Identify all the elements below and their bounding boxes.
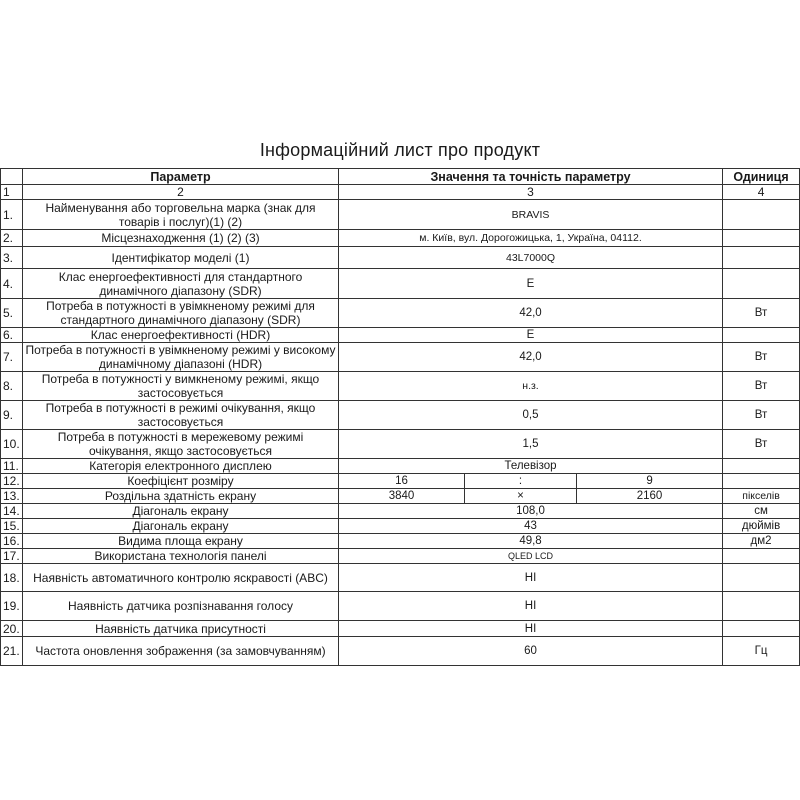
row-unit: Гц: [723, 637, 800, 666]
row-number: 16.: [1, 534, 23, 549]
row-value: 49,8: [339, 534, 723, 549]
index-cell: 2: [23, 185, 339, 200]
row-number: 7.: [1, 343, 23, 372]
row-parameter: Наявність датчика присутності: [23, 621, 339, 637]
row-parameter: Коефіцієнт розміру: [23, 474, 339, 489]
table-row: [1, 200, 800, 230]
document-title: Інформаційний лист про продукт: [259, 140, 541, 160]
product-info-table: [0, 168, 800, 666]
row-parameter: Видима площа екрану: [23, 534, 339, 549]
row-value-separator: ×: [465, 489, 577, 504]
row-number: 21.: [1, 637, 23, 666]
row-value: НІ: [339, 592, 723, 621]
row-parameter: Місцезнаходження (1) (2) (3): [23, 230, 339, 247]
row-number: 12.: [1, 474, 23, 489]
row-unit: [723, 592, 800, 621]
table-row: [1, 519, 800, 534]
row-value-b: 9: [577, 474, 723, 489]
row-unit: Вт: [723, 343, 800, 372]
row-unit: [723, 549, 800, 564]
row-parameter: Діагональ екрану: [23, 504, 339, 519]
table-row: [1, 343, 800, 372]
row-unit: [723, 269, 800, 299]
row-value: BRAVIS: [339, 200, 723, 230]
row-value: м. Київ, вул. Дорогожицька, 1, Україна, 04112.: [339, 230, 723, 247]
row-value: н.з.: [339, 372, 723, 401]
index-cell: 3: [339, 185, 723, 200]
table-row: [1, 430, 800, 459]
row-number: 14.: [1, 504, 23, 519]
header-unit: Одиниця: [723, 169, 800, 185]
table-row: [1, 474, 800, 489]
table-row: [1, 489, 800, 504]
row-parameter: Потреба в потужності у вимкненому режимі, якщо застосовується: [23, 372, 339, 401]
header-parameter: Параметр: [23, 169, 339, 185]
row-unit: [723, 200, 800, 230]
row-value-a: 3840: [339, 489, 465, 504]
row-value: QLED LCD: [339, 549, 723, 564]
row-parameter: Діагональ екрану: [23, 519, 339, 534]
row-number: 20.: [1, 621, 23, 637]
row-number: 13.: [1, 489, 23, 504]
row-parameter: Потреба в потужності в увімкненому режимі у високому динамічному діапазоні (HDR): [23, 343, 339, 372]
row-value: 42,0: [339, 343, 723, 372]
row-value: Телевізор: [339, 459, 723, 474]
row-unit: [723, 230, 800, 247]
row-value: 0,5: [339, 401, 723, 430]
table-row: [1, 459, 800, 474]
row-parameter: Ідентифікатор моделі (1): [23, 247, 339, 269]
row-value: E: [339, 328, 723, 343]
row-unit: [723, 621, 800, 637]
table-row: [1, 637, 800, 666]
row-number: 6.: [1, 328, 23, 343]
row-unit: Вт: [723, 372, 800, 401]
row-parameter: Наявність автоматичного контролю яскравості (ABC): [23, 564, 339, 592]
row-value: 108,0: [339, 504, 723, 519]
row-number: 1.: [1, 200, 23, 230]
row-number: 4.: [1, 269, 23, 299]
table-row: [1, 247, 800, 269]
row-parameter: Клас енергоефективності (HDR): [23, 328, 339, 343]
row-value: 42,0: [339, 299, 723, 328]
row-value: 43: [339, 519, 723, 534]
table-row: [1, 299, 800, 328]
table-row: [1, 592, 800, 621]
row-unit: [723, 328, 800, 343]
row-unit: [723, 564, 800, 592]
row-value-separator: :: [465, 474, 577, 489]
header-value: Значення та точність параметру: [339, 169, 723, 185]
row-number: 19.: [1, 592, 23, 621]
row-unit: Вт: [723, 401, 800, 430]
row-number: 9.: [1, 401, 23, 430]
row-value: НІ: [339, 564, 723, 592]
row-unit: см: [723, 504, 800, 519]
table-row: [1, 549, 800, 564]
column-index-row: [1, 185, 800, 200]
row-unit: Вт: [723, 430, 800, 459]
row-number: 18.: [1, 564, 23, 592]
row-number: 2.: [1, 230, 23, 247]
table-row: [1, 504, 800, 519]
row-unit: дюймів: [723, 519, 800, 534]
row-unit: [723, 247, 800, 269]
table-row: [1, 372, 800, 401]
row-parameter: Потреба в потужності в увімкненому режимі для стандартного динамічного діапазону (SDR): [23, 299, 339, 328]
row-unit: Вт: [723, 299, 800, 328]
row-unit: пікселів: [723, 489, 800, 504]
row-number: 11.: [1, 459, 23, 474]
row-parameter: Використана технологія панелі: [23, 549, 339, 564]
row-number: 8.: [1, 372, 23, 401]
row-parameter: Потреба в потужності в мережевому режимі очікування, якщо застосовується: [23, 430, 339, 459]
table-row: [1, 534, 800, 549]
table-row: [1, 328, 800, 343]
row-number: 5.: [1, 299, 23, 328]
row-unit: дм2: [723, 534, 800, 549]
row-value: E: [339, 269, 723, 299]
header-row: [1, 169, 800, 185]
row-value: НІ: [339, 621, 723, 637]
table-row: [1, 401, 800, 430]
row-value: 43L7000Q: [339, 247, 723, 269]
row-parameter: Категорія електронного дисплею: [23, 459, 339, 474]
row-unit: [723, 459, 800, 474]
index-cell: 4: [723, 185, 800, 200]
row-parameter: Найменування або торговельна марка (знак для товарів і послуг)(1) (2): [23, 200, 339, 230]
row-parameter: Клас енергоефективності для стандартного динамічного діапазону (SDR): [23, 269, 339, 299]
row-parameter: Потреба в потужності в режимі очікування, якщо застосовується: [23, 401, 339, 430]
table-row: [1, 269, 800, 299]
row-parameter: Наявність датчика розпізнавання голосу: [23, 592, 339, 621]
table-row: [1, 564, 800, 592]
row-value-b: 2160: [577, 489, 723, 504]
row-value: 60: [339, 637, 723, 666]
header-number: [1, 169, 23, 185]
row-value-a: 16: [339, 474, 465, 489]
row-value: 1,5: [339, 430, 723, 459]
table-row: [1, 621, 800, 637]
row-number: 10.: [1, 430, 23, 459]
row-number: 17.: [1, 549, 23, 564]
row-unit: [723, 474, 800, 489]
row-number: 3.: [1, 247, 23, 269]
table-row: [1, 230, 800, 247]
row-parameter: Частота оновлення зображення (за замовчуванням): [23, 637, 339, 666]
index-cell: 1: [1, 185, 23, 200]
row-parameter: Роздільна здатність екрану: [23, 489, 339, 504]
row-number: 15.: [1, 519, 23, 534]
